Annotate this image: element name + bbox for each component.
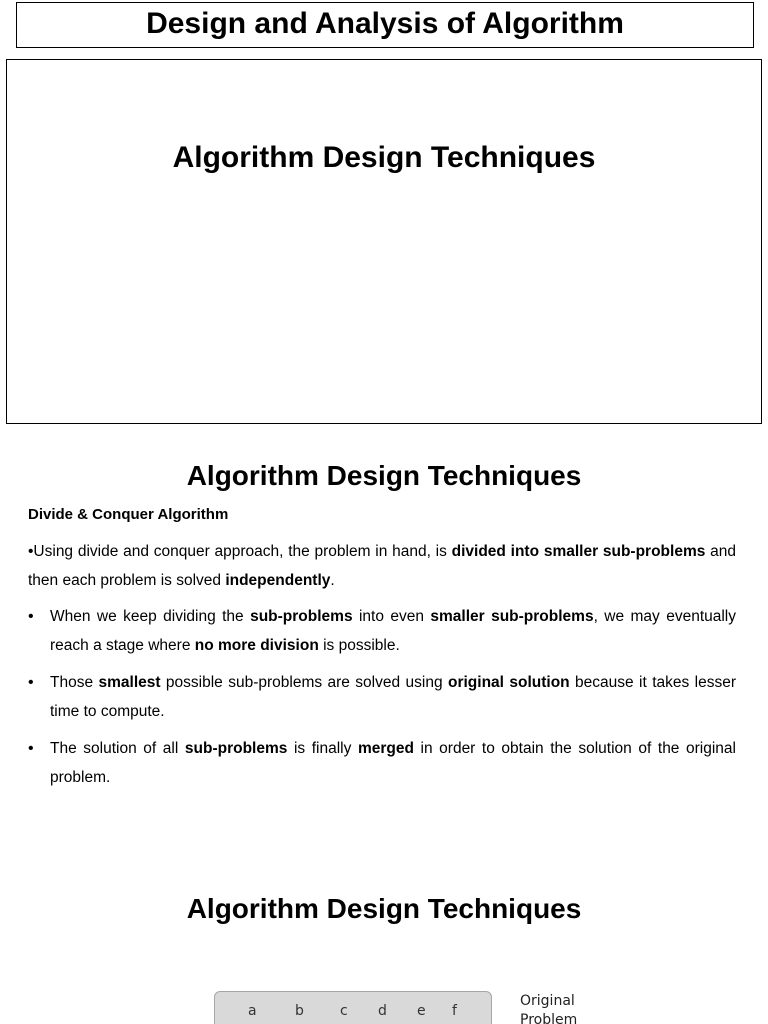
bullet-text: , we may eventually reach a stage where	[50, 608, 736, 654]
bullet-text: is finally	[287, 740, 358, 757]
bullet-bold-text: original solution	[447, 674, 570, 691]
list-item	[28, 669, 736, 726]
original-problem-label	[520, 992, 577, 1024]
problem-element: a	[248, 1003, 257, 1019]
list-item	[28, 603, 736, 660]
problem-element: e	[417, 1003, 426, 1019]
bullet-text: in order to obtain the solution of the original problem.	[50, 740, 736, 786]
bullet-icon: •	[28, 740, 34, 757]
slide-1-title: Algorithm Design Techniques	[172, 141, 596, 174]
bullet-text: The solution of all	[50, 740, 185, 757]
bullet-list	[28, 603, 736, 801]
problem-element: b	[295, 1003, 304, 1019]
problem-element: f	[452, 1003, 457, 1019]
bullet-bold-text: sub-problems	[250, 608, 353, 625]
bullet-bold-text: smaller sub-problems	[430, 608, 594, 625]
original-problem-box	[214, 991, 492, 1024]
bullet-bold-text: no more division	[194, 636, 319, 654]
bullet-text: When we keep dividing the	[50, 608, 251, 625]
bullet-text: possible sub-problems are solved using	[160, 674, 448, 691]
bullet-icon: •	[28, 608, 34, 625]
intro-paragraph	[28, 538, 736, 595]
original-problem-label-line: Original	[520, 993, 575, 1009]
intro-text: and then each problem is solved	[28, 543, 736, 589]
bullet-text: because it takes lesser time to compute.	[50, 674, 736, 720]
bullet-text: is possible.	[318, 636, 400, 654]
intro-text: •Using divide and conquer approach, the problem in hand, is	[28, 543, 452, 560]
intro-bold-text: independently	[225, 571, 331, 589]
bullet-text: Those	[50, 674, 99, 691]
problem-element: d	[378, 1003, 387, 1019]
list-item	[28, 735, 736, 792]
bullet-bold-text: sub-problems	[184, 740, 288, 757]
slide-1	[6, 59, 762, 424]
bullet-bold-text: smallest	[98, 674, 161, 691]
intro-bold-text: divided into smaller sub-problems	[451, 543, 706, 560]
original-problem-label-line: Problem	[520, 1012, 578, 1024]
bullet-text: into even	[352, 608, 431, 625]
section-subheading: Divide & Conquer Algorithm	[28, 506, 229, 523]
intro-text: .	[330, 571, 335, 589]
bullet-icon: •	[28, 674, 34, 691]
problem-element: c	[340, 1003, 348, 1019]
document-title: Design and Analysis of Algorithm	[16, 2, 754, 48]
slide-2-title: Algorithm Design Techniques	[186, 460, 582, 491]
slide-3-title: Algorithm Design Techniques	[186, 893, 582, 924]
bullet-bold-text: merged	[357, 740, 414, 757]
